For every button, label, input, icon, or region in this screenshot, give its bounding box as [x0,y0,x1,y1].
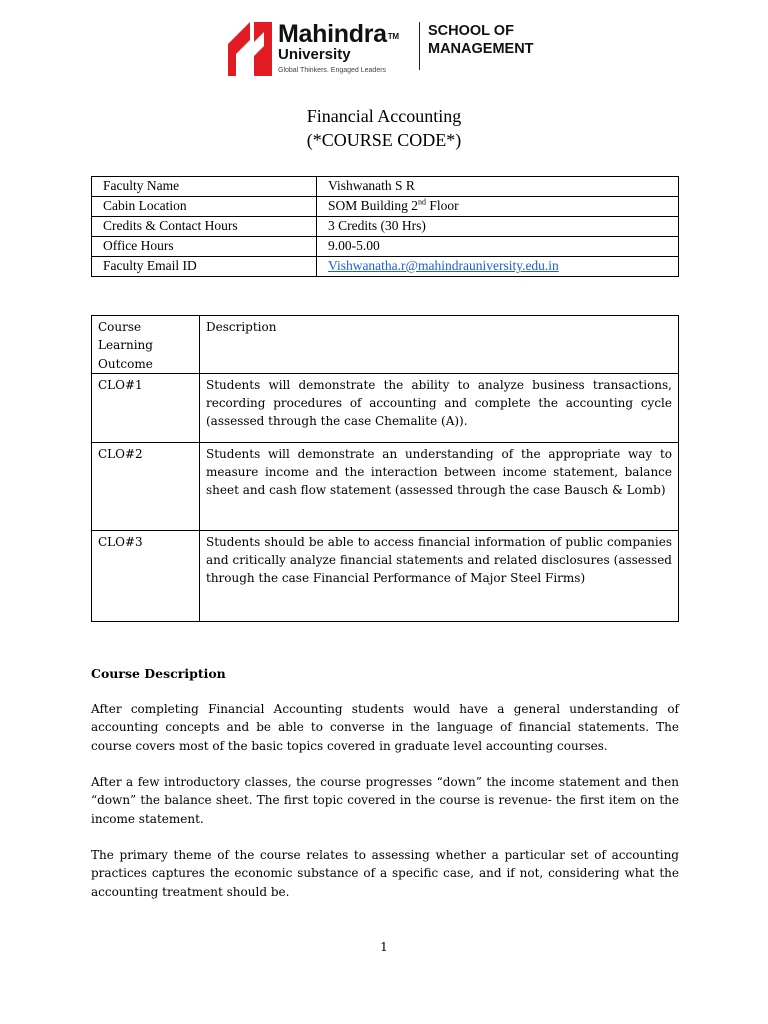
office-hours-label: Office Hours [92,237,317,257]
clo-description: Students should be able to access financial information of public companies and critically analyze financial statements and related disclosures (assessed through the case Financial Performance of Major Steel Firms) [200,530,679,621]
course-outcomes-table [91,315,679,622]
school-name-line1: SCHOOL OF [428,23,514,39]
school-name-line2: MANAGEMENT [428,41,534,57]
clo-id: CLO#2 [92,442,200,530]
university-header [228,20,558,80]
paragraph: After completing Financial Accounting students would have a general understanding of accounting concepts and be able to converse in the language of financial statements. The course covers most of the basic topics covered in graduate level accounting courses. [91,702,679,753]
course-title: Financial Accounting [306,106,462,126]
paragraph: The primary theme of the course relates to assessing whether a particular set of accounting practices captures the economic substance of a specific case, and if not, considering what the accounting treatment should be. [91,848,679,899]
table-row [92,217,679,237]
clo-id: CLO#3 [92,530,200,621]
cabin-location-value: SOM Building 2nd Floor [317,197,679,217]
section-heading: Course Description [91,666,226,681]
table-row [92,177,679,197]
paragraph: After a few introductory classes, the course progresses “down” the income statement and then “down” the balance sheet. The first topic covered in the course is revenue- the first item on the income statement. [91,775,679,826]
header-divider [419,22,420,70]
table-row [92,530,679,621]
brand-tagline: Global Thinkers. Engaged Leaders [278,67,387,74]
document-title [0,104,768,152]
faculty-email-cell [317,257,679,277]
mahindra-logo-icon [228,22,272,76]
table-row [92,197,679,217]
page-number: 1 [380,940,388,954]
cabin-location-label: Cabin Location [92,197,317,217]
faculty-name-value: Vishwanath S R [317,177,679,197]
table-row [92,373,679,442]
table-row [92,442,679,530]
credits-label: Credits & Contact Hours [92,217,317,237]
brand-subtitle: University [278,46,351,63]
description-column-header: Description [200,316,679,374]
faculty-email-label: Faculty Email ID [92,257,317,277]
table-row [92,237,679,257]
table-header-row [92,316,679,374]
faculty-email-link[interactable]: Vishwanatha.r@mahindrauniversity.edu.in [328,258,559,273]
course-code: (*COURSE CODE*) [306,130,462,150]
school-name [428,22,534,58]
outcome-column-header: Course Learning Outcome [92,316,200,374]
clo-id: CLO#1 [92,373,200,442]
faculty-info-table [91,176,679,277]
faculty-name-label: Faculty Name [92,177,317,197]
trademark-mark: TM [387,32,399,41]
office-hours-value: 9.00-5.00 [317,237,679,257]
brand-name: Mahindra™ [278,20,399,48]
clo-description: Students will demonstrate an understanding of the appropriate way to measure income and the interaction between income statement, balance sheet and cash flow statement (assessed through the case Bausch & Lomb) [200,442,679,530]
clo-description: Students will demonstrate the ability to analyze business transactions, recording procedures of accounting and complete the accounting cycle (assessed through the case Chemalite (A)). [200,373,679,442]
table-row [92,257,679,277]
credits-value: 3 Credits (30 Hrs) [317,217,679,237]
